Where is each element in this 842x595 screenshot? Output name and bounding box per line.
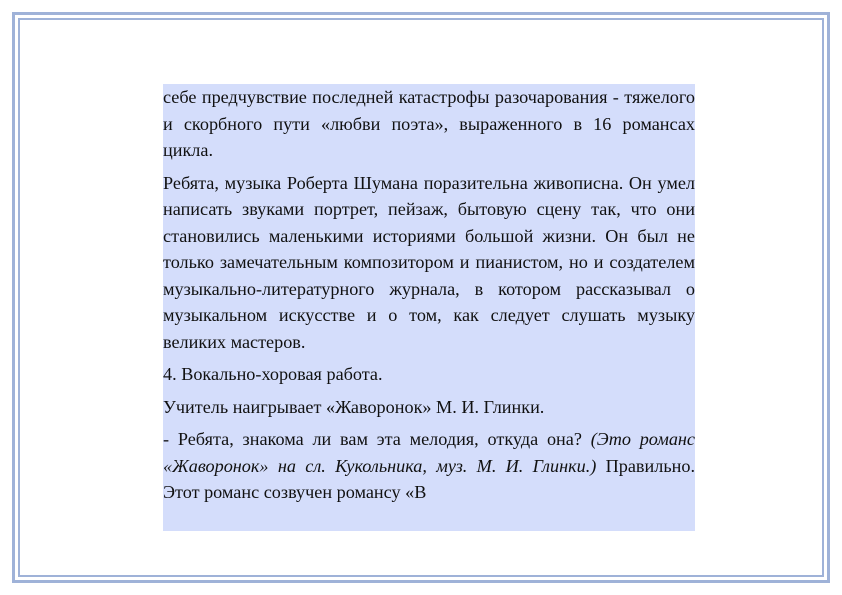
paragraph-5 xyxy=(163,426,695,506)
paragraph-2: Ребята, музыка Роберта Шумана поразительна живописна. Он умел написать звуками портрет, пейзаж, бытовую сцену так, что они становились маленькими историями большой жизни. Он был не только замечательным композитором и пианистом, но и создателем музыкально-литературного журнала, в котором рассказывал о музыкальном искусстве и о том, как следует слушать музыку великих мастеров. xyxy=(163,172,695,352)
paragraph-5-text-start: - Ребята, знакома ли вам эта мелодия, откуда она? xyxy=(163,429,591,449)
paragraph-4: Учитель наигрывает «Жаворонок» М. И. Глинки. xyxy=(163,396,545,417)
paragraph-3: 4. Вокально-хоровая работа. xyxy=(163,364,383,384)
paragraph-1: себе предчувствие последней катастрофы разочарования - тяжелого и скорбного пути «любви поэта», выраженного в 16 романсах цикла. xyxy=(163,87,695,160)
paragraph-5-text-end: Правильно. Этот романс созвучен романсу «В xyxy=(163,455,695,502)
text-block xyxy=(163,84,695,531)
paragraph-5-italic-remark: (Это романс «Жаворонок» на сл. Кукольника, муз. М. И. Глинки.) xyxy=(163,429,695,476)
